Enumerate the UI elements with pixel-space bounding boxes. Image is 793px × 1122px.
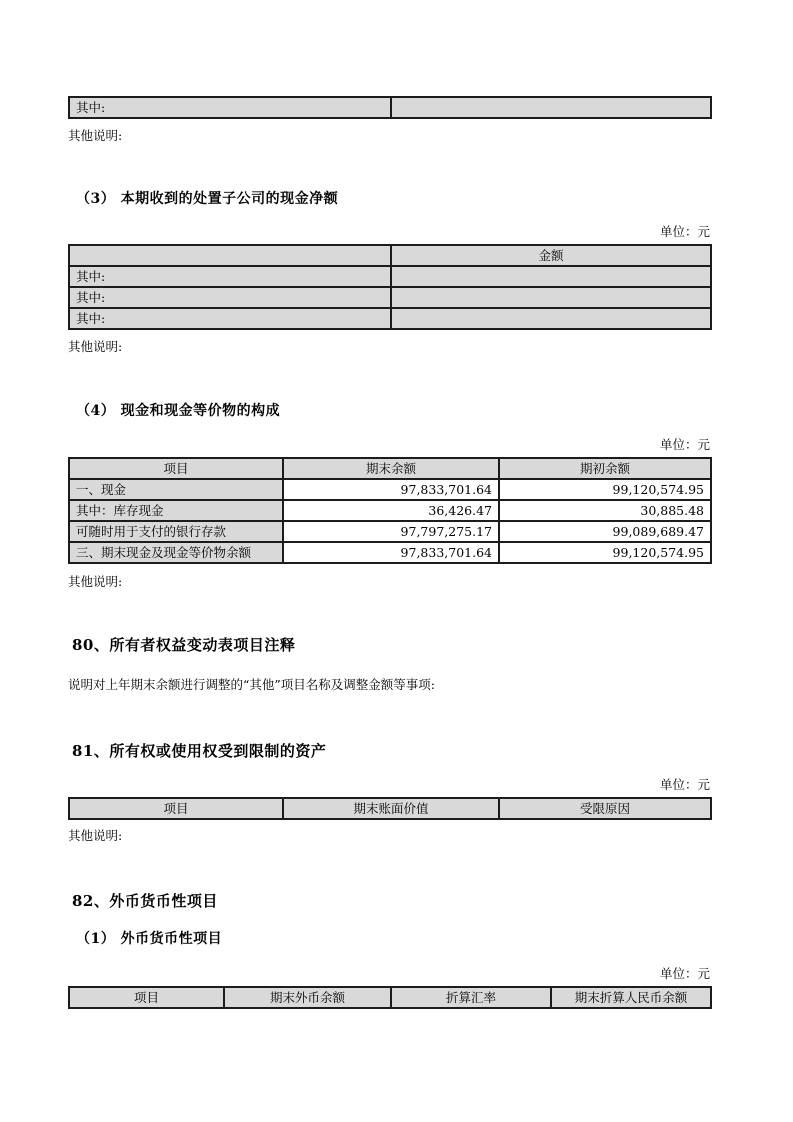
unit-label: 单位：元 <box>659 777 710 792</box>
section3-table <box>68 244 712 330</box>
table-row <box>69 287 711 308</box>
section4-heading: （4） 现金和现金等价物的构成 <box>76 403 281 419</box>
header-exchange-rate-cell: 折算汇率 <box>391 987 551 1008</box>
row-label-cell: 其中: <box>69 97 391 118</box>
row-value-cell <box>391 266 711 287</box>
row-beginning-cell: 30,885.48 <box>499 500 711 521</box>
section82-sub-heading: （1） 外币货币性项目 <box>76 931 223 947</box>
header-ending-cell: 期末余额 <box>283 458 499 479</box>
row-item-cell: 可随时用于支付的银行存款 <box>69 521 283 542</box>
table-header-row <box>69 458 711 479</box>
row-beginning-cell: 99,120,574.95 <box>499 542 711 563</box>
row-item-cell: 三、期末现金及现金等价物余额 <box>69 542 283 563</box>
header-item-cell <box>69 245 391 266</box>
top-fragment-table <box>68 96 712 119</box>
header-book-value-cell: 期末账面价值 <box>283 798 499 819</box>
table-row <box>69 479 711 500</box>
unit-label: 单位：元 <box>659 437 710 452</box>
row-label-cell: 其中: <box>69 287 391 308</box>
other-note: 其他说明: <box>68 828 123 843</box>
table-header-row <box>69 245 711 266</box>
header-amount-cell: 金额 <box>391 245 711 266</box>
header-rmb-balance-cell: 期末折算人民币余额 <box>551 987 711 1008</box>
table-row <box>69 521 711 542</box>
section4-table <box>68 457 712 564</box>
row-ending-cell: 97,833,701.64 <box>283 479 499 500</box>
row-value-cell <box>391 287 711 308</box>
row-beginning-cell: 99,089,689.47 <box>499 521 711 542</box>
other-note: 其他说明: <box>68 128 123 143</box>
table-header-row <box>69 798 711 819</box>
header-item-cell: 项目 <box>69 987 224 1008</box>
header-foreign-balance-cell: 期末外币余额 <box>224 987 391 1008</box>
section3-heading: （3） 本期收到的处置子公司的现金净额 <box>76 191 339 207</box>
header-restriction-reason-cell: 受限原因 <box>499 798 711 819</box>
section82-heading: 82、外币货币性项目 <box>72 892 218 910</box>
unit-label: 单位：元 <box>659 966 710 981</box>
row-item-cell: 其中：库存现金 <box>69 500 283 521</box>
other-note: 其他说明: <box>68 574 123 589</box>
row-value-cell <box>391 308 711 329</box>
section82-table <box>68 986 712 1009</box>
row-label-cell: 其中: <box>69 308 391 329</box>
section81-heading: 81、所有权或使用权受到限制的资产 <box>72 742 327 760</box>
row-label-cell: 其中: <box>69 266 391 287</box>
table-row <box>69 97 711 118</box>
row-ending-cell: 97,833,701.64 <box>283 542 499 563</box>
row-value-cell <box>391 97 711 118</box>
unit-label: 单位：元 <box>659 224 710 239</box>
table-header-row <box>69 987 711 1008</box>
other-note: 其他说明: <box>68 339 123 354</box>
table-row <box>69 500 711 521</box>
row-item-cell: 一、现金 <box>69 479 283 500</box>
header-item-cell: 项目 <box>69 798 283 819</box>
table-row <box>69 266 711 287</box>
table-row <box>69 308 711 329</box>
section80-paragraph: 说明对上年期末余额进行调整的“其他”项目名称及调整金额等事项: <box>68 677 435 692</box>
section80-heading: 80、所有者权益变动表项目注释 <box>72 636 296 654</box>
row-ending-cell: 36,426.47 <box>283 500 499 521</box>
header-item-cell: 项目 <box>69 458 283 479</box>
row-ending-cell: 97,797,275.17 <box>283 521 499 542</box>
header-beginning-cell: 期初余额 <box>499 458 711 479</box>
table-row <box>69 542 711 563</box>
section81-table <box>68 797 712 820</box>
row-beginning-cell: 99,120,574.95 <box>499 479 711 500</box>
